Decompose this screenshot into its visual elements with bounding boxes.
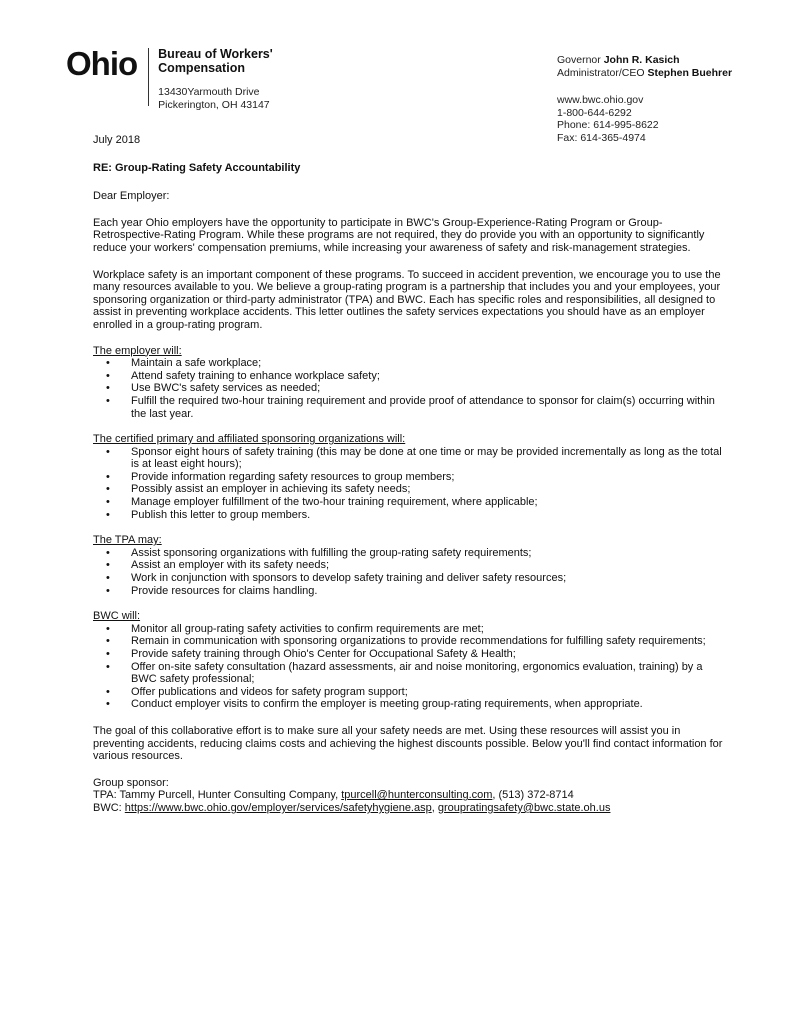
website: www.bwc.ohio.gov: [557, 94, 644, 106]
letterhead-logo: [66, 44, 273, 111]
bullet-icon: •: [106, 635, 110, 648]
list-item: • Offer on-site safety consultation (hazard assessments, air and noise monitoring, ergonomics evaluation, training) by a BWC safety professional;: [106, 660, 703, 686]
partnership-paragraph: Workplace safety is an important component of these programs. To succeed in accident prevention, we encourage you to use the many resources available to you. We believe a group-rating program is a partnership that includes you and your employees, your sponsoring organization or third-party administrator (TPA) and BWC. Each has specific roles and responsibilities, all designed to assist in preventing workplace accidents. This letter outlines the safety services expectations you should have as an employer enrolled in a group-rating program.: [93, 268, 721, 331]
bwc-list: [93, 623, 728, 711]
administrator-line: [557, 67, 732, 80]
list-item: • Use BWC's safety services as needed;: [106, 382, 321, 395]
bwc-contact-prefix: BWC:: [93, 801, 122, 814]
phone-number: Phone: 614-995-8622: [557, 119, 659, 131]
letter-date: July 2018: [93, 134, 141, 146]
list-item: • Conduct employer visits to confirm the employer is meeting group-rating requirements, when appropriate.: [106, 698, 643, 711]
tpa-contact-prefix: TPA: Tammy Purcell, Hunter Consulting Company,: [93, 789, 339, 802]
bureau-address-line2: Pickerington, OH 43147: [158, 98, 270, 111]
list-item: • Assist sponsoring organizations with fulfilling the group-rating safety requirements;: [106, 546, 532, 559]
bullet-icon: •: [106, 470, 110, 483]
list-item: • Fulfill the required two-hour training requirement and provide proof of attendance to sponsor for claim(s) occurring within the last year.: [106, 394, 715, 420]
list-item: • Attend safety training to enhance workplace safety;: [106, 369, 380, 382]
governor-label: Governor: [557, 54, 601, 66]
list-item: • Assist an employer with its safety needs;: [106, 559, 330, 572]
closing-paragraph: The goal of this collaborative effort is to make sure all your safety needs are met. Using these resources will assist you in preventing accidents, reducing claims costs and achieving the highest discounts possible. Below you'll find contact information for various resources.: [93, 724, 723, 763]
tpa-heading: The TPA may:: [93, 534, 162, 547]
bullet-icon: •: [106, 685, 110, 698]
list-item: • Sponsor eight hours of safety training (this may be done at one time or may be provided incrementally as long as the total is at least eight hours);: [106, 445, 722, 471]
bullet-icon: •: [106, 698, 110, 711]
bwc-safety-url-link[interactable]: https://www.bwc.ohio.gov/employer/services/safetyhygiene.asp: [124, 801, 432, 814]
bureau-name-line2: Compensation: [158, 61, 245, 75]
governor-line: [557, 54, 732, 67]
ohio-logo: Ohio: [66, 45, 138, 82]
list-item: • Provide safety training through Ohio's Center for Occupational Safety & Health;: [106, 648, 516, 660]
list-item: • Provide information regarding safety resources to group members;: [106, 470, 455, 483]
list-item: • Manage employer fulfillment of the two-hour training requirement, where applicable;: [106, 496, 538, 509]
list-item: • Provide resources for claims handling.: [106, 584, 318, 597]
letter-subject: RE: Group-Rating Safety Accountability: [93, 161, 301, 174]
administrator-label: Administrator/CEO: [557, 66, 645, 79]
bullet-icon: •: [106, 382, 110, 395]
bullet-icon: •: [106, 357, 110, 370]
list-item: • Monitor all group-rating safety activities to confirm requirements are met;: [106, 622, 484, 635]
list-item: • Publish this letter to group members.: [106, 508, 311, 521]
bullet-icon: •: [106, 394, 110, 407]
bullet-icon: •: [106, 660, 110, 673]
bwc-email-link[interactable]: groupratingsafety@bwc.state.oh.us: [437, 801, 611, 814]
tpa-list: [93, 547, 728, 597]
bullet-icon: •: [106, 483, 110, 496]
salutation: Dear Employer:: [93, 190, 170, 203]
bullet-icon: •: [106, 648, 110, 660]
logo-divider: [148, 48, 149, 106]
administrator-name: Stephen Buehrer: [647, 66, 733, 79]
bureau-block: [158, 44, 273, 111]
employer-heading: The employer will:: [93, 344, 182, 357]
bullet-icon: •: [106, 508, 110, 521]
list-item: • Maintain a safe workplace;: [106, 357, 262, 370]
letter-body: [93, 134, 728, 815]
contact-heading: Group sponsor:: [93, 776, 169, 789]
list-item: • Work in conjunction with sponsors to develop safety training and deliver safety resources;: [106, 572, 567, 585]
governor-name: John R. Kasich: [603, 54, 680, 66]
list-item: • Possibly assist an employer in achieving its safety needs;: [106, 483, 411, 496]
bureau-name-line1: Bureau of Workers': [158, 47, 273, 61]
bureau-address-line1: 13430Yarmouth Drive: [158, 86, 260, 98]
intro-paragraph: Each year Ohio employers have the opportunity to participate in BWC's Group-Experience-Rating Program or Group-Retrospective-Rating Program. While these programs are not required, they do provide you with an opportunity to significantly reduce your workers' compensation premiums, while increasing your awareness of safety and risk-management strategies.: [93, 216, 705, 254]
list-item: • Offer publications and videos for safety program support;: [106, 685, 408, 698]
bullet-icon: •: [106, 559, 110, 572]
sponsor-heading: The certified primary and affiliated sponsoring organizations will:: [93, 433, 406, 446]
bullet-icon: •: [106, 546, 110, 559]
bullet-icon: •: [106, 622, 110, 635]
tpa-email-link[interactable]: tpurcell@hunterconsulting.com: [341, 789, 493, 802]
bullet-icon: •: [106, 445, 110, 458]
officials-contact-block: [557, 54, 732, 144]
sponsor-list: [93, 446, 728, 522]
tpa-contact-line: [93, 789, 728, 802]
toll-free-number: 1-800-644-6292: [557, 106, 632, 119]
bwc-heading: BWC will:: [93, 610, 141, 623]
bullet-icon: •: [106, 584, 110, 597]
list-item: • Remain in communication with sponsoring organizations to provide recommendations for fulfilling safety requirements;: [106, 635, 706, 648]
fax-number: Fax: 614-365-4974: [557, 131, 646, 144]
bullet-icon: •: [106, 496, 110, 509]
employer-list: [93, 357, 728, 420]
bullet-icon: •: [106, 369, 110, 382]
bullet-icon: •: [106, 572, 110, 585]
bwc-contact-line: BWC: https://www.bwc.ohio.gov/employer/services/safetyhygiene.asp, groupratingsafety@bwc.state.oh.us: [93, 801, 611, 814]
tpa-phone: , (513) 372-8714: [492, 789, 574, 802]
